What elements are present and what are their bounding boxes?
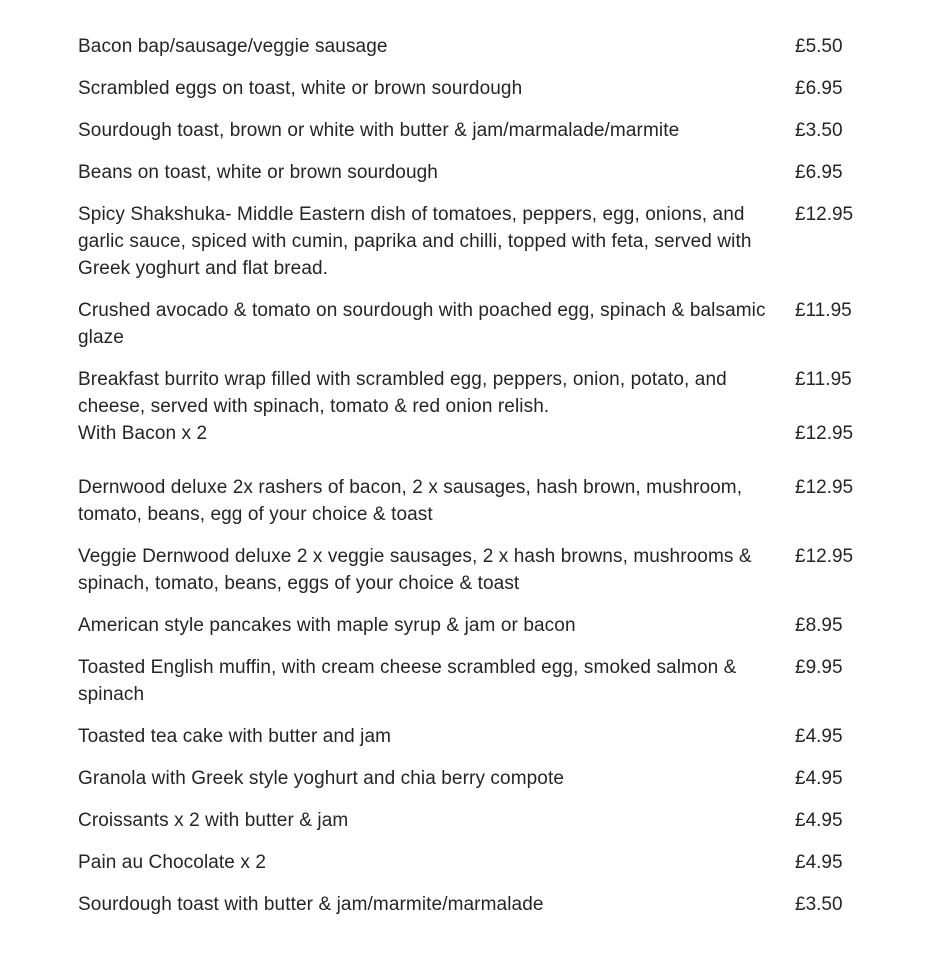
menu-item-main-row <box>78 543 950 597</box>
menu-item-main-row <box>78 849 950 876</box>
menu-item <box>78 654 950 708</box>
menu-item <box>78 159 950 186</box>
menu-item-main-row <box>78 201 950 282</box>
menu-item-main-row <box>78 474 950 528</box>
menu-item <box>78 543 950 597</box>
item-price: £11.95 <box>795 300 852 321</box>
item-description: Bacon bap/sausage/veggie sausage <box>78 36 388 57</box>
menu-item-main-row <box>78 765 950 792</box>
menu-item-main-row <box>78 807 950 834</box>
item-description: Veggie Dernwood deluxe 2 x veggie sausages, 2 x hash browns, mushrooms & spinach, tomato, beans, eggs of your choice & toast <box>78 546 752 594</box>
item-price: £12.95 <box>795 204 854 225</box>
variant-price: £12.95 <box>795 423 854 444</box>
menu-item-main-row <box>78 75 950 102</box>
item-description: Granola with Greek style yoghurt and chia berry compote <box>78 768 565 789</box>
item-description: Spicy Shakshuka- Middle Eastern dish of tomatoes, peppers, egg, onions, and garlic sauce, spiced with cumin, paprika and chilli, topped with feta, served with Greek yoghurt and flat bread. <box>78 204 752 279</box>
item-description: Dernwood deluxe 2x rashers of bacon, 2 x sausages, hash brown, mushroom, tomato, beans, egg of your choice & toast <box>78 477 743 525</box>
item-price: £3.50 <box>795 120 843 141</box>
item-description: Croissants x 2 with butter & jam <box>78 810 349 831</box>
menu-item-variant-row <box>78 420 950 447</box>
item-description: Toasted tea cake with butter and jam <box>78 726 392 747</box>
menu-item <box>78 117 950 144</box>
menu-item <box>78 474 950 528</box>
item-price: £9.95 <box>795 657 843 678</box>
menu-item-main-row <box>78 366 950 420</box>
item-price: £12.95 <box>795 546 854 567</box>
menu-item <box>78 33 950 60</box>
menu-item-main-row <box>78 117 950 144</box>
item-price: £4.95 <box>795 768 843 789</box>
menu-item <box>78 765 950 792</box>
item-description: Beans on toast, white or brown sourdough <box>78 162 438 183</box>
item-description: American style pancakes with maple syrup & jam or bacon <box>78 615 576 636</box>
item-price: £11.95 <box>795 369 852 390</box>
item-price: £4.95 <box>795 810 843 831</box>
menu-item-main-row <box>78 159 950 186</box>
item-price: £6.95 <box>795 78 843 99</box>
item-description: Pain au Chocolate x 2 <box>78 852 266 873</box>
variant-label: With Bacon x 2 <box>78 423 208 444</box>
item-price: £6.95 <box>795 162 843 183</box>
item-price: £5.50 <box>795 36 843 57</box>
menu-item <box>78 723 950 750</box>
menu-item-main-row <box>78 723 950 750</box>
menu-item-main-row <box>78 297 950 351</box>
item-description: Toasted English muffin, with cream cheese scrambled egg, smoked salmon & spinach <box>78 657 737 705</box>
menu-item-main-row <box>78 654 950 708</box>
menu-item <box>78 366 950 447</box>
item-price: £4.95 <box>795 852 843 873</box>
item-description: Sourdough toast, brown or white with butter & jam/marmalade/marmite <box>78 120 680 141</box>
menu-item-main-row <box>78 891 950 918</box>
item-description: Sourdough toast with butter & jam/marmite/marmalade <box>78 894 544 915</box>
menu-item <box>78 612 950 639</box>
menu-item <box>78 891 950 918</box>
menu-item <box>78 201 950 282</box>
menu-item <box>78 297 950 351</box>
menu-item <box>78 807 950 834</box>
item-price: £12.95 <box>795 477 854 498</box>
item-price: £4.95 <box>795 726 843 747</box>
item-price: £8.95 <box>795 615 843 636</box>
menu-item <box>78 849 950 876</box>
item-price: £3.50 <box>795 894 843 915</box>
menu-item-main-row <box>78 612 950 639</box>
menu-item <box>78 75 950 102</box>
item-description: Crushed avocado & tomato on sourdough with poached egg, spinach & balsamic glaze <box>78 300 766 348</box>
item-description: Scrambled eggs on toast, white or brown sourdough <box>78 78 523 99</box>
item-description: Breakfast burrito wrap filled with scrambled egg, peppers, onion, potato, and cheese, served with spinach, tomato & red onion relish. <box>78 369 727 417</box>
menu-item-main-row <box>78 33 950 60</box>
